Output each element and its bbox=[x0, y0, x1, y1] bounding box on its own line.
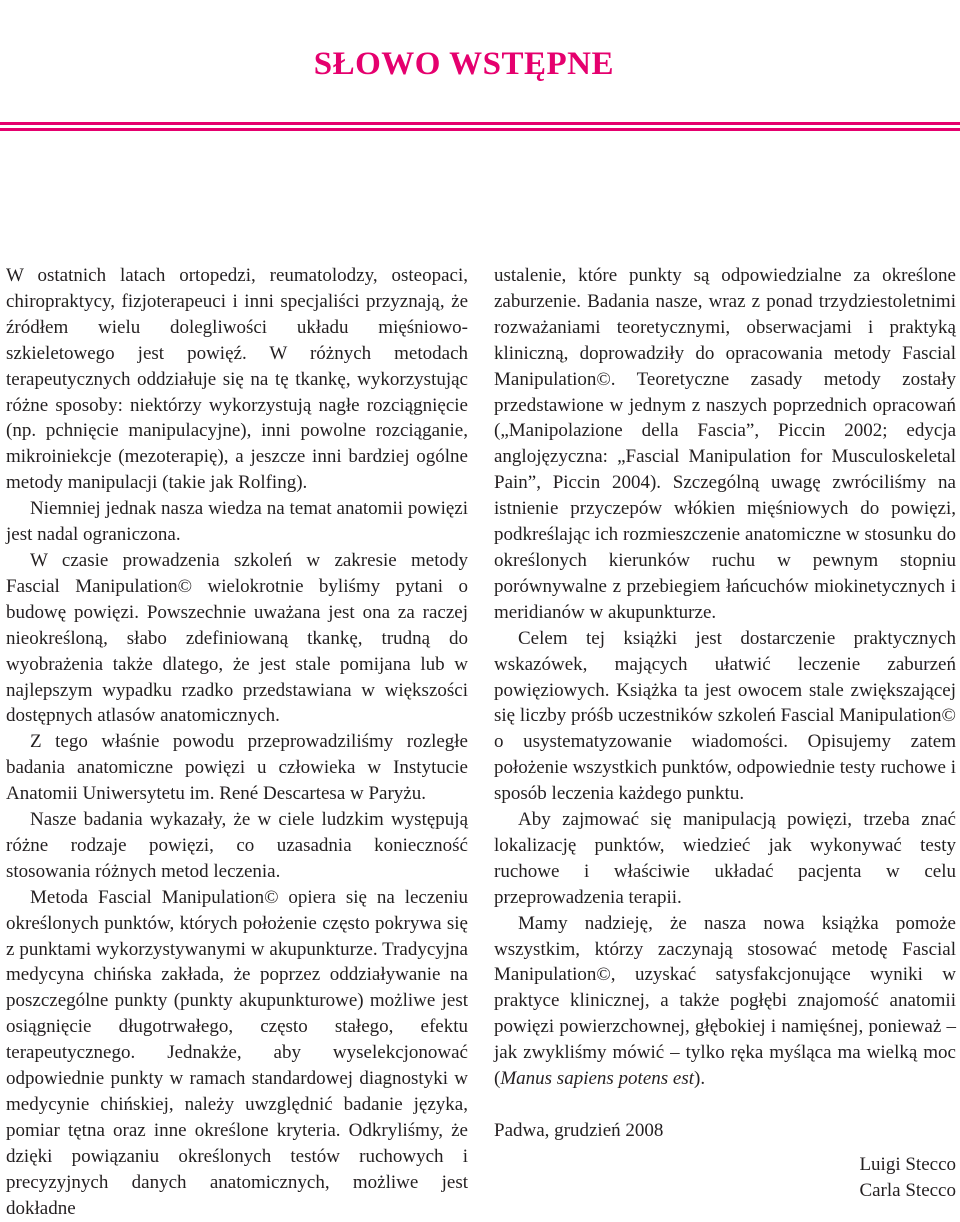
paragraph: Celem tej książki jest dostarczenie praktycznych wskazówek, mających ułatwić leczenie zaburzeń powięziowych. Książka ta jest owocem stale zwiększającej się liczby próśb uczestników szkoleń Fascial Manipulation© o usystematyzowanie wiadomości. Opisujemy zatem położenie wszystkich punktów, odpowiednie testy ruchowe i sposób leczenia każdego punktu. bbox=[494, 627, 956, 805]
page-title: SŁOWO WSTĘPNE bbox=[313, 46, 614, 82]
paragraph: Metoda Fascial Manipulation© opiera się na leczeniu określonych punktów, których położenie często pokrywa się z punktami wykorzystywanymi w akupunkturze. Tradycyjna medycyna chińska zakłada, że poprzez oddziaływanie na poszczególne punkty (punkty akupunkturowe) możliwe jest osiągnięcie długotrwałego, często stałego, efektu terapeutycznego. Jednakże, aby wyselekcjonować odpowiednie punkty w ramach standardowej diagnostyki w medycynie chińskiej, należy uwzględnić badanie języka, pomiar tętna oraz inne określone kryteria. Odkryliśmy, że dzięki powiązaniu określonych testów ruchowych i precyzyjnych danych anatomicznych, możliwe jest dokładne bbox=[6, 886, 468, 1219]
rule-line bbox=[0, 128, 960, 131]
latin-motto: Manus sapiens potens est bbox=[500, 1068, 695, 1090]
paragraph: ustalenie, które punkty są odpowiedzialne za określone zaburzenie. Badania nasze, wraz z ponad trzydziestoletnimi rozważaniami teoretycznymi, obserwacjami i praktyką kliniczną, doprowadziły do opracowania metody Fascial Manipulation©. Teoretyczne zasady metody zostały przedstawione w jednym z naszych poprzednich opracowań („Manipolazione della Fascia”, Piccin 2002; edycja anglojęzyczna: „Fascial Manipulation for Musculoskeletal Pain”, Piccin 2004). Szczególną uwagę zwróciliśmy na istnienie przyczepów włókien mięśniowych do powięzi, podkreślając ich rozmieszczenie anatomiczne w stosunku do określonych kierunków ruchu w pewnym stopniu porównywalne z przebiegiem łańcuchów miokinetycznych i meridianów w akupunkturze. bbox=[494, 265, 956, 623]
paragraph: Niemniej jednak nasza wiedza na temat anatomii powięzi jest nadal ograniczona. bbox=[6, 498, 468, 546]
rule-line bbox=[0, 122, 960, 125]
paragraph bbox=[494, 911, 956, 1092]
paragraph: Aby zajmować się manipulacją powięzi, trzeba znać lokalizację punktów, wiedzieć jak wykonywać testy ruchowe i właściwie układać pacjenta w celu przeprowadzenia terapii. bbox=[494, 809, 956, 908]
left-column bbox=[6, 263, 468, 1222]
date-line: Padwa, grudzień 2008 bbox=[494, 1120, 664, 1141]
motto-open: ( bbox=[494, 1068, 501, 1090]
motto-close: ). bbox=[694, 1068, 706, 1090]
paragraph: W ostatnich latach ortopedzi, reumatolodzy, osteopaci, chiropraktycy, fizjoterapeuci i inni specjaliści przyznają, że źródłem wielu dolegliwości układu mięśniowo-szkieletowego jest powięź. W różnych metodach terapeutycznych oddziałuje się na tę tkankę, wykorzystując różne sposoby: niektórzy wykorzystują nagłe rozciągnięcie (np. pchnięcie manipulacyjne), inni powolne rozciąganie, mikroiniekcje (mezoterapię), a jeszcze inni bardziej ogólne metody manipulacji (takie jak Rolfing). bbox=[6, 265, 468, 494]
signature-block bbox=[494, 1152, 956, 1204]
author-name: Luigi Stecco bbox=[859, 1153, 956, 1175]
paragraph: Nasze badania wykazały, że w ciele ludzkim występują różne rodzaje powięzi, co uzasadnia konieczność stosowania różnych metod leczenia. bbox=[6, 809, 468, 882]
right-column bbox=[494, 263, 956, 1204]
author-name: Carla Stecco bbox=[859, 1179, 956, 1201]
paragraph: W czasie prowadzenia szkoleń w zakresie metody Fascial Manipulation© wielokrotnie byliśmy pytani o budowę powięzi. Powszechnie uważana jest ona za raczej nieokreśloną, słabo zdefiniowaną tkankę, trudną do wyobrażenia także dlatego, że jest stale pomijana lub w najlepszym wypadku rzadko przedstawiana w większości dostępnych atlasów anatomicznych. bbox=[6, 549, 468, 727]
title-underline bbox=[0, 122, 960, 134]
paragraph-text: Mamy nadzieję, że nasza nowa książka pomoże wszystkim, którzy zaczynają stosować metodę Fascial Manipulation©, uzyskać satysfakcjonujące wyniki w praktyce klinicznej, a także pogłębi znajomość anatomii powięzi powierzchownej, głębokiej i namięśnej, ponieważ – jak zwykliśmy mówić – tylko ręka myśląca ma wielką moc bbox=[494, 912, 956, 1064]
paragraph: Z tego właśnie powodu przeprowadziliśmy rozległe badania anatomiczne powięzi u człowieka w Instytucie Anatomii Uniwersytetu im. René Descartesa w Paryżu. bbox=[6, 731, 468, 805]
